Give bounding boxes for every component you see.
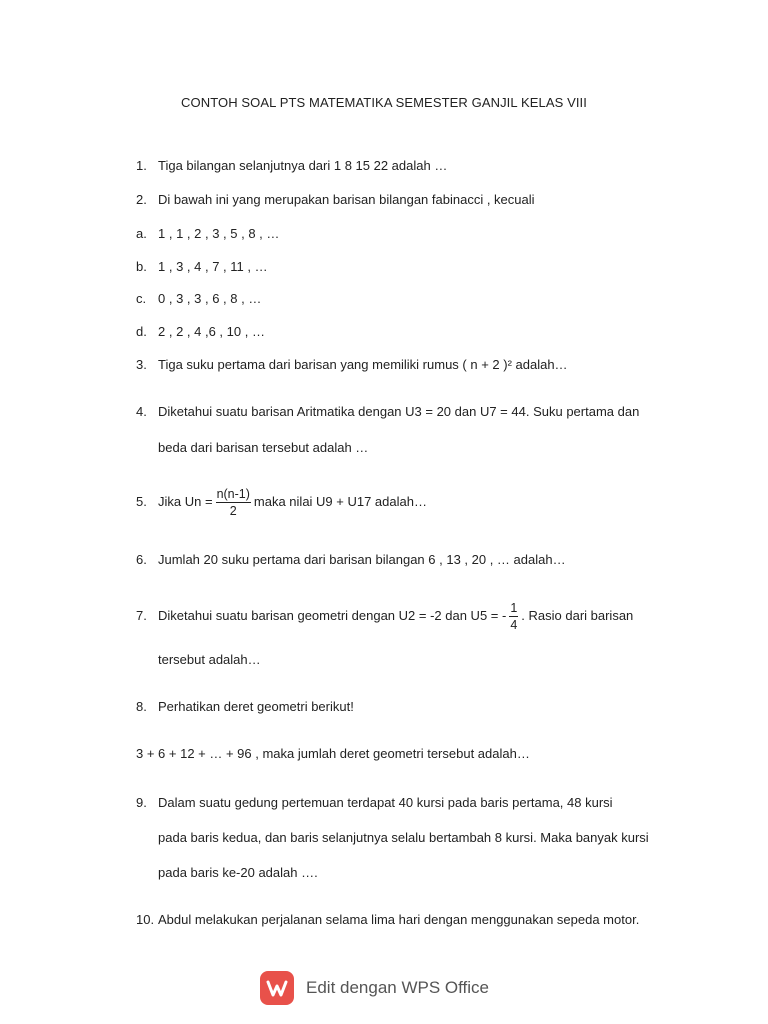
fraction <box>216 487 251 518</box>
option-text: 1 , 1 , 2 , 3 , 5 , 8 , … <box>158 226 280 241</box>
question-4-continuation: beda dari barisan tersebut adalah … <box>158 440 369 455</box>
option-c <box>136 291 261 307</box>
question-text: Perhatikan deret geometri berikut! <box>158 699 354 714</box>
question-9-continuation-1: pada baris kedua, dan baris selanjutnya selalu bertambah 8 kursi. Maka banyak kursi <box>158 830 649 845</box>
question-8-series: 3 + 6 + 12 + … + 96 , maka jumlah deret geometri tersebut adalah… <box>136 746 530 761</box>
wps-edit-banner[interactable] <box>260 970 489 1006</box>
option-letter: a. <box>136 226 147 241</box>
option-a <box>136 226 279 242</box>
question-number: 4. <box>136 404 147 419</box>
fraction-numerator: 1 <box>510 601 518 616</box>
fraction <box>509 601 518 632</box>
question-text: Tiga suku pertama dari barisan yang memiliki rumus ( n + 2 )² adalah… <box>158 357 568 372</box>
fraction-numerator: n(n-1) <box>216 487 250 502</box>
question-10 <box>136 912 639 928</box>
document-title: CONTOH SOAL PTS MATEMATIKA SEMESTER GANJIL KELAS VIII <box>181 95 587 110</box>
question-number: 1. <box>136 158 147 173</box>
option-letter: b. <box>136 259 147 274</box>
option-letter: c. <box>136 291 147 306</box>
question-number: 2. <box>136 192 147 207</box>
question-text: Jumlah 20 suku pertama dari barisan bilangan 6 , 13 , 20 , … adalah… <box>158 552 566 567</box>
question-number: 8. <box>136 699 147 714</box>
question-text: Tiga bilangan selanjutnya dari 1 8 15 22 adalah … <box>158 158 448 173</box>
question-text-pre: Jika Un = <box>158 494 213 509</box>
question-text: Dalam suatu gedung pertemuan terdapat 40 kursi pada baris pertama, 48 kursi <box>158 795 613 810</box>
question-number: 5. <box>136 494 147 509</box>
question-2 <box>136 192 535 208</box>
question-text-pre: Diketahui suatu barisan geometri dengan U2 = -2 dan U5 = - <box>158 608 507 623</box>
question-number: 10. <box>136 912 155 927</box>
option-text: 1 , 3 , 4 , 7 , 11 , … <box>158 259 268 274</box>
question-text-post: . Rasio dari barisan <box>521 608 634 623</box>
wps-logo-icon <box>260 971 294 1005</box>
question-1 <box>136 158 447 174</box>
question-text: Diketahui suatu barisan Aritmatika dengan U3 = 20 dan U7 = 44. Suku pertama dan <box>158 404 640 419</box>
question-text: Abdul melakukan perjalanan selama lima hari dengan menggunakan sepeda motor. <box>158 912 640 927</box>
question-number: 6. <box>136 552 147 567</box>
question-6 <box>136 552 566 568</box>
option-d <box>136 324 265 340</box>
question-number: 9. <box>136 795 147 810</box>
question-5 <box>136 482 427 522</box>
question-9-continuation-2: pada baris ke-20 adalah …. <box>158 865 318 880</box>
question-9 <box>136 795 613 811</box>
question-7 <box>136 596 633 636</box>
option-text: 0 , 3 , 3 , 6 , 8 , … <box>158 291 262 306</box>
option-letter: d. <box>136 324 147 339</box>
option-b <box>136 259 268 275</box>
question-8 <box>136 699 354 715</box>
fraction-denominator: 4 <box>510 618 518 633</box>
fraction-denominator: 2 <box>229 504 237 519</box>
question-3 <box>136 357 568 373</box>
question-4 <box>136 404 639 420</box>
option-text: 2 , 2 , 4 ,6 , 10 , … <box>158 324 265 339</box>
wps-edit-label[interactable]: Edit dengan WPS Office <box>306 978 490 997</box>
question-text: Di bawah ini yang merupakan barisan bilangan fabinacci , kecuali <box>158 192 535 207</box>
question-number: 3. <box>136 357 147 372</box>
question-7-continuation: tersebut adalah… <box>158 652 261 667</box>
question-text-post: maka nilai U9 + U17 adalah… <box>253 494 427 509</box>
question-number: 7. <box>136 608 147 623</box>
